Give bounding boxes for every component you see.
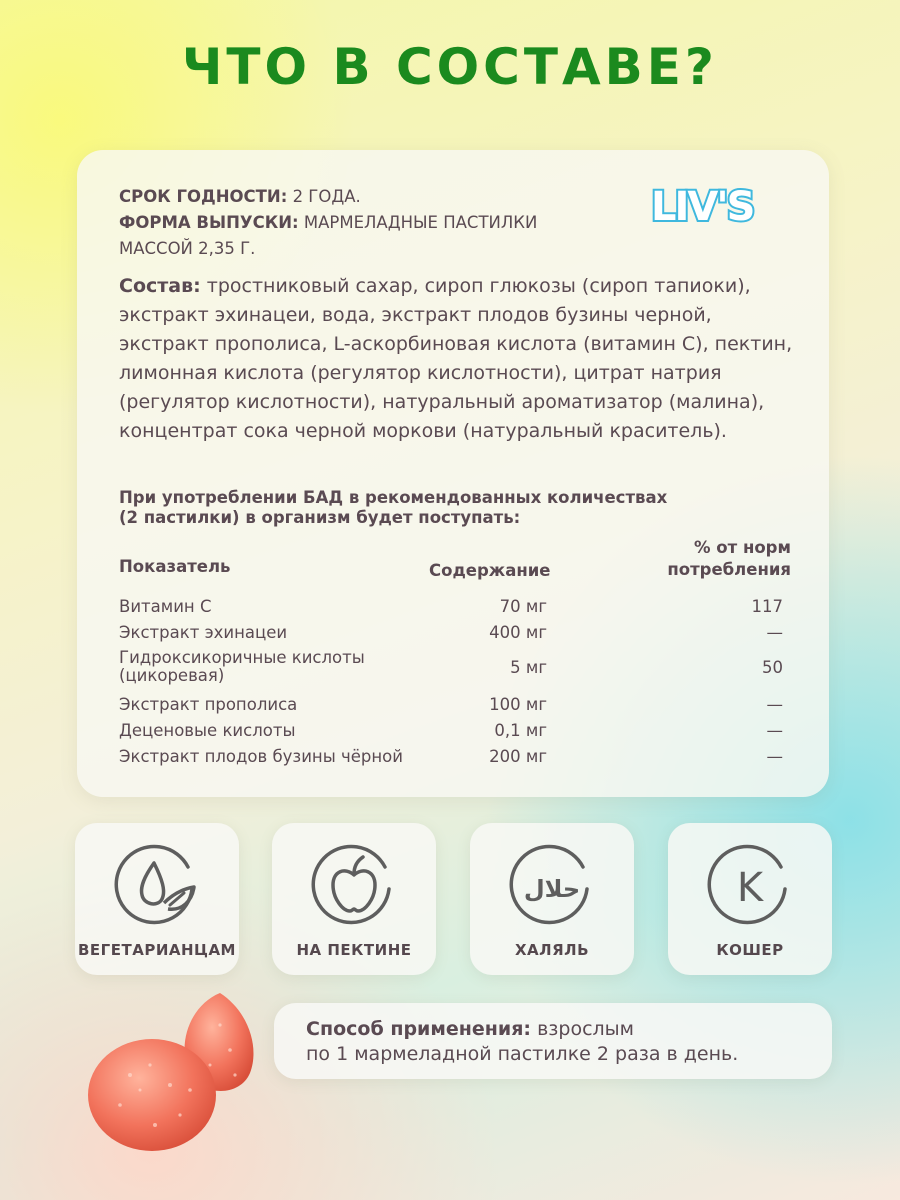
header-percent: % от норм потребления xyxy=(667,538,791,579)
header-content: Содержание xyxy=(429,561,551,580)
header-indicator: Показатель xyxy=(119,557,231,576)
nutrient-table xyxy=(119,535,791,769)
shelf-life: СРОК ГОДНОСТИ: 2 ГОДА. xyxy=(119,187,361,206)
halal-icon xyxy=(507,841,597,931)
product-meta xyxy=(119,184,579,262)
intake-note: При употреблении БАД в рекомендованных количествах (2 пастилки) в организм будет поступать: xyxy=(119,488,668,527)
badge-kosher: K КОШЕР xyxy=(668,823,832,975)
badge-pectin: НА ПЕКТИНЕ xyxy=(272,823,436,975)
apple-icon xyxy=(309,841,399,931)
composition-text: Состав: тростниковый сахар, сироп глюкозы (сироп тапиоки), экстракт эхинацеи, вода, экстракт плодов бузины черной, экстракт прополиса, L-аскорбиновая кислота (витамин С), пектин, лимонная кислота (регулятор кислотности), цитрат натрия (регулятор кислотности), натуральный ароматизатор (малина), концентрат сока черной моркови (натуральный краситель). xyxy=(119,275,793,442)
table-row: Экстракт прополиса 100 мг — xyxy=(119,695,783,714)
table-row: Витамин С 70 мг 117 xyxy=(119,597,783,616)
usage-panel: Способ применения: взрослым по 1 мармеладной пастилке 2 раза в день. xyxy=(274,1003,832,1079)
release-form-mass: МАССОЙ 2,35 Г. xyxy=(119,239,256,258)
composition-card xyxy=(77,150,829,797)
svg-text:حلال: حلال xyxy=(523,875,581,903)
table-header xyxy=(119,535,791,593)
leaf-drop-icon xyxy=(112,841,202,931)
release-form: ФОРМА ВЫПУСКИ: МАРМЕЛАДНЫЕ ПАСТИЛКИ xyxy=(119,213,538,232)
table-row: Гидроксикоричные кислоты (цикоревая) 5 мг 50 xyxy=(119,648,783,685)
table-row: Экстракт эхинацеи 400 мг — xyxy=(119,623,783,642)
svg-text:K: K xyxy=(736,865,764,911)
page-title: ЧТО В СОСТАВЕ? xyxy=(182,38,718,96)
badge-halal: حلال ХАЛЯЛЬ xyxy=(470,823,634,975)
svg-text:LIV'S: LIV'S xyxy=(651,184,754,230)
livs-logo xyxy=(649,180,789,230)
badges-row xyxy=(75,823,832,975)
table-row: Деценовые кислоты 0,1 мг — xyxy=(119,721,783,740)
kosher-icon xyxy=(705,841,795,931)
gummies-image xyxy=(80,985,290,1160)
badge-vegetarian: ВЕГЕТАРИАНЦАМ xyxy=(75,823,239,975)
table-row: Экстракт плодов бузины чёрной 200 мг — xyxy=(119,747,783,766)
